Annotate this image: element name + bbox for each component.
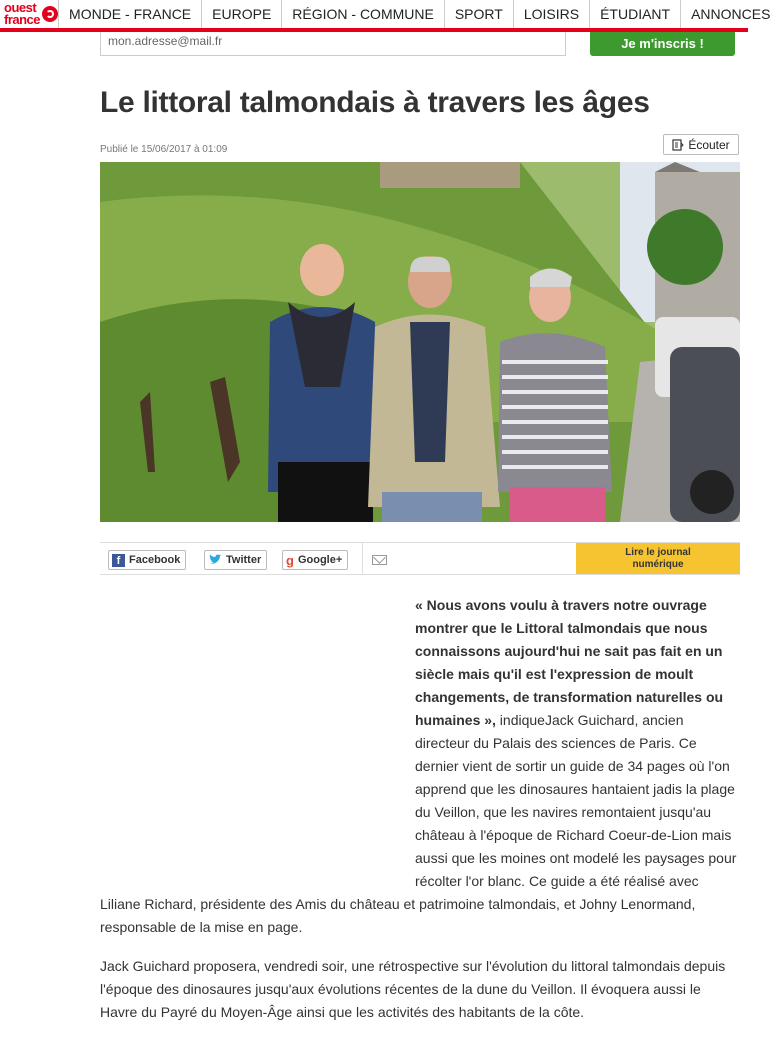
top-nav xyxy=(0,0,771,32)
listen-button[interactable] xyxy=(663,134,739,155)
logo-mark-icon xyxy=(42,6,58,22)
article-photo xyxy=(100,162,740,522)
article-quote: « Nous avons voulu à travers notre ouvrage montrer que le Littoral talmondais que nous connaissons aujourd'hui ne sait pas fait en un siècle mais qu'il est l'expression de moult changements, de transformation naturelles ou humaines », xyxy=(415,597,724,728)
googleplus-share-button[interactable] xyxy=(282,550,348,570)
newsletter-email-field[interactable]: mon.adresse@mail.fr xyxy=(100,30,566,56)
twitter-icon xyxy=(208,554,222,566)
publication-date: Publié le 15/06/2017 à 01:09 xyxy=(100,144,228,155)
nav-item-annonces[interactable]: ANNONCES xyxy=(680,0,780,28)
share-bar xyxy=(100,542,740,575)
subscribe-button[interactable]: Je m'inscris ! xyxy=(590,30,735,56)
speaker-icon xyxy=(672,139,684,151)
twitter-share-button[interactable] xyxy=(204,550,267,570)
nav-item-etudiant[interactable]: ÉTUDIANT xyxy=(589,0,680,28)
nav-item-sport[interactable]: SPORT xyxy=(444,0,513,28)
facebook-label: Facebook xyxy=(129,554,181,566)
facebook-icon: f xyxy=(112,554,125,567)
share-separator xyxy=(362,543,363,575)
twitter-label: Twitter xyxy=(226,554,262,566)
article-paragraph-1-text: indiqueJack Guichard, ancien directeur du Palais des sciences de Paris. Ce dernier vient de sortir un guide de 34 pages où l'on apprend que les dinosaures hantaient jadis la plage du Veillon, que les navires remontaient jusqu'au château à l'époque de Richard Coeur-de-Lion mais aussi que les moines ont modelé les paysages pour récolter l'or blanc. Ce guide a été réalisé avec Liliane Richard, présidente des Amis du château et patrimoine talmondais, et Johny Lenormand, responsable de la mise en page. xyxy=(100,712,737,935)
listen-label: Écouter xyxy=(688,137,730,152)
article-left-space xyxy=(100,594,415,880)
logo-text: ouest france xyxy=(4,0,41,27)
ouest-france-logo[interactable] xyxy=(0,0,58,28)
article-title: Le littoral talmondais à travers les âges xyxy=(100,86,650,119)
digital-journal-button[interactable] xyxy=(576,543,740,574)
nav-item-monde-france[interactable]: MONDE - FRANCE xyxy=(58,0,201,28)
article-paragraph-2: Jack Guichard proposera, vendredi soir, une rétrospective sur l'évolution du littoral talmondais depuis l'époque des dinosaures jusqu'aux évolutions récentes de la dune du Veillon. Il évoquera aussi le Havre du Payré du Moyen-Âge ainsi que les activités des habitants de la côte. xyxy=(100,958,726,1020)
facebook-share-button[interactable] xyxy=(108,550,186,570)
nav-item-europe[interactable]: EUROPE xyxy=(201,0,281,28)
googleplus-label: Google+ xyxy=(297,554,343,566)
nav-item-region-commune[interactable]: RÉGION - COMMUNE xyxy=(281,0,444,28)
journal-label: Lire le journal numérique xyxy=(625,546,691,570)
nav-item-loisirs[interactable]: LOISIRS xyxy=(513,0,589,28)
article-body xyxy=(100,594,740,1040)
googleplus-icon: g xyxy=(286,552,294,568)
mail-icon[interactable] xyxy=(372,555,387,565)
